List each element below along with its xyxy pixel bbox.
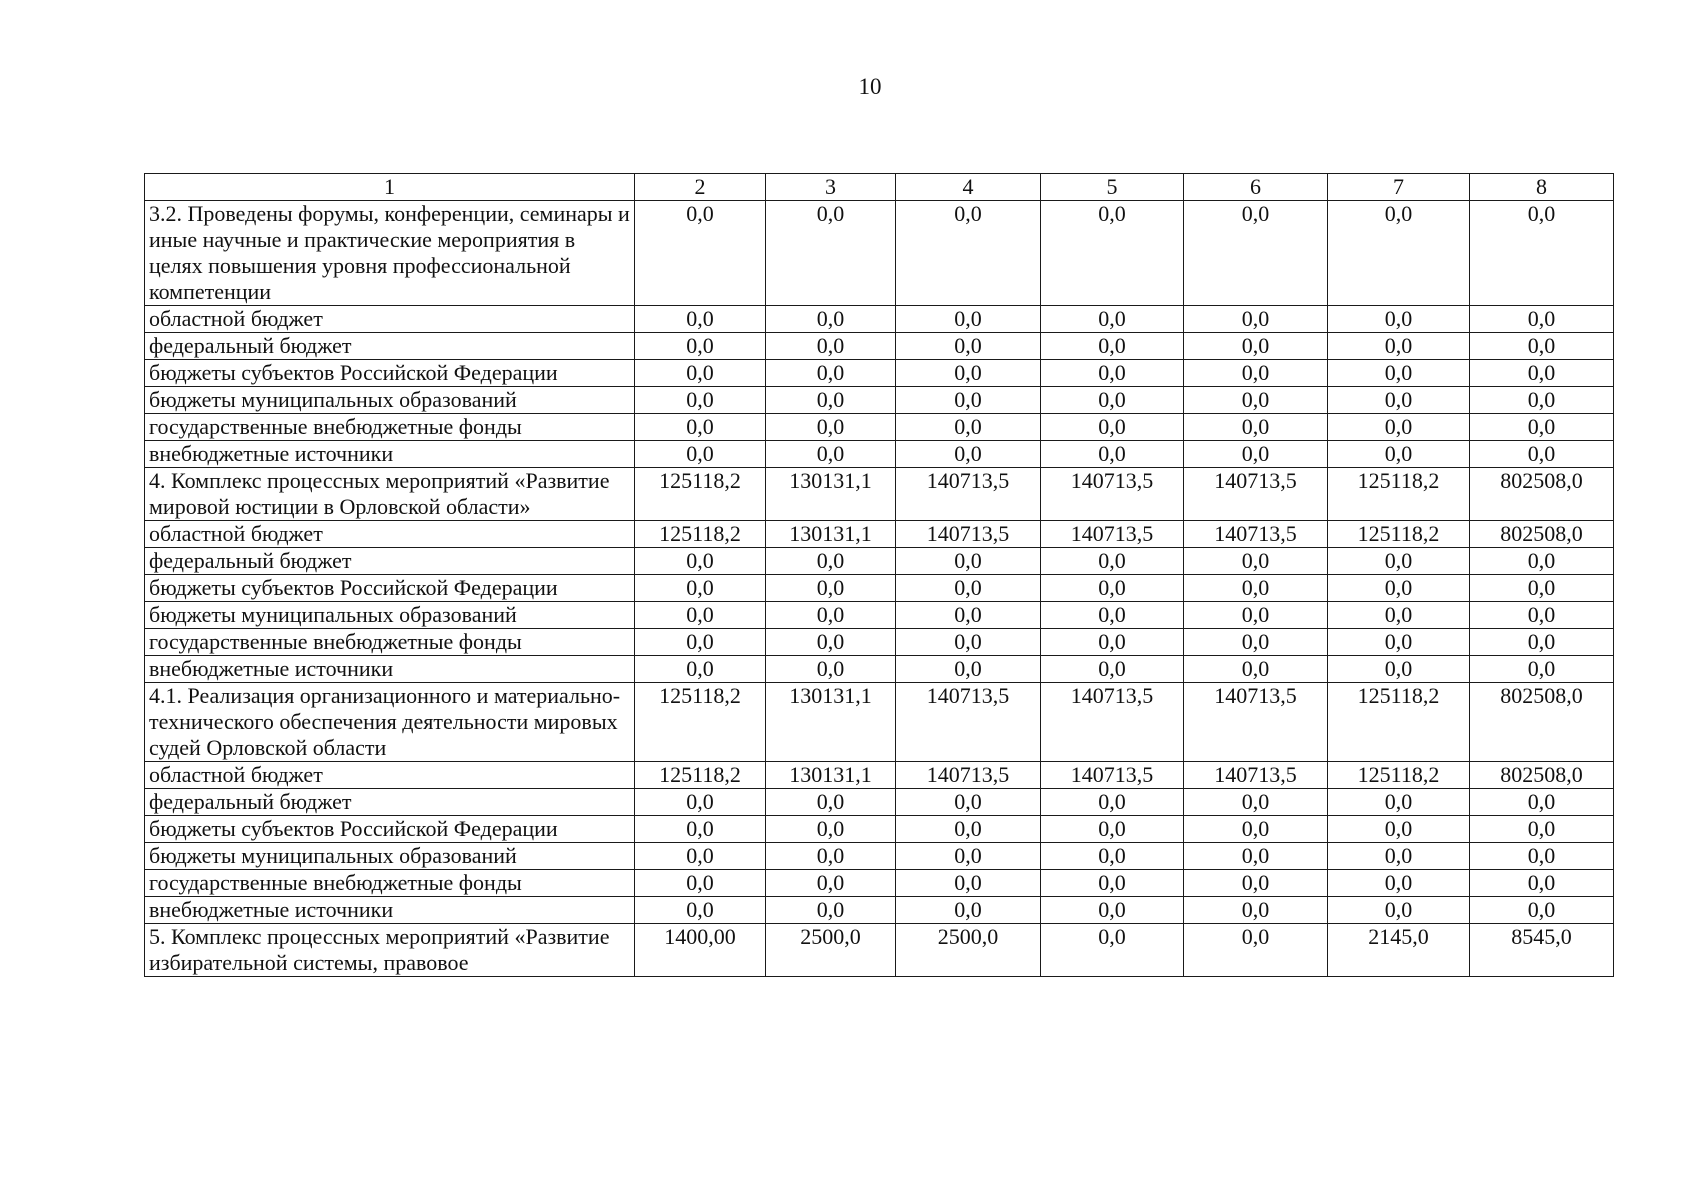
cell-value: 140713,5 <box>1041 468 1184 521</box>
cell-value: 0,0 <box>766 602 896 629</box>
cell-value: 0,0 <box>635 870 766 897</box>
cell-value: 125118,2 <box>635 521 766 548</box>
cell-value: 0,0 <box>766 548 896 575</box>
cell-value: 0,0 <box>1184 201 1328 306</box>
cell-value: 802508,0 <box>1470 468 1614 521</box>
cell-value: 0,0 <box>1328 441 1470 468</box>
cell-value: 0,0 <box>1041 414 1184 441</box>
cell-value: 0,0 <box>766 333 896 360</box>
cell-value: 0,0 <box>1470 333 1614 360</box>
cell-value: 0,0 <box>1041 575 1184 602</box>
cell-value: 0,0 <box>896 441 1041 468</box>
cell-value: 0,0 <box>766 414 896 441</box>
cell-value: 0,0 <box>1184 843 1328 870</box>
cell-value: 0,0 <box>766 306 896 333</box>
cell-value: 0,0 <box>1184 870 1328 897</box>
cell-value: 125118,2 <box>635 762 766 789</box>
cell-value: 0,0 <box>896 843 1041 870</box>
cell-value: 0,0 <box>1041 816 1184 843</box>
cell-value: 0,0 <box>1470 360 1614 387</box>
cell-value: 0,0 <box>1470 548 1614 575</box>
cell-value: 0,0 <box>766 843 896 870</box>
budget-table <box>144 173 1614 977</box>
cell-value: 2500,0 <box>766 924 896 977</box>
table-row <box>145 468 1614 521</box>
cell-value: 0,0 <box>1041 843 1184 870</box>
cell-value: 0,0 <box>1184 414 1328 441</box>
cell-value: 0,0 <box>635 441 766 468</box>
row-label: областной бюджет <box>145 762 635 789</box>
cell-value: 0,0 <box>635 843 766 870</box>
column-header: 3 <box>766 174 896 201</box>
table-row <box>145 575 1614 602</box>
row-label: областной бюджет <box>145 306 635 333</box>
cell-value: 0,0 <box>1328 360 1470 387</box>
column-header: 7 <box>1328 174 1470 201</box>
row-label: федеральный бюджет <box>145 333 635 360</box>
cell-value: 0,0 <box>1328 548 1470 575</box>
cell-value: 0,0 <box>766 870 896 897</box>
cell-value: 0,0 <box>1328 414 1470 441</box>
cell-value: 0,0 <box>1470 306 1614 333</box>
cell-value: 0,0 <box>1470 870 1614 897</box>
cell-value: 0,0 <box>1184 575 1328 602</box>
cell-value: 140713,5 <box>1184 683 1328 762</box>
cell-value: 0,0 <box>1041 870 1184 897</box>
cell-value: 0,0 <box>1328 789 1470 816</box>
cell-value: 130131,1 <box>766 468 896 521</box>
cell-value: 125118,2 <box>635 683 766 762</box>
table-row <box>145 924 1614 977</box>
cell-value: 130131,1 <box>766 521 896 548</box>
cell-value: 0,0 <box>1041 306 1184 333</box>
cell-value: 0,0 <box>635 816 766 843</box>
row-label: внебюджетные источники <box>145 897 635 924</box>
cell-value: 0,0 <box>635 201 766 306</box>
cell-value: 0,0 <box>635 575 766 602</box>
row-label: федеральный бюджет <box>145 789 635 816</box>
cell-value: 802508,0 <box>1470 683 1614 762</box>
cell-value: 0,0 <box>1184 897 1328 924</box>
cell-value: 0,0 <box>1041 897 1184 924</box>
cell-value: 0,0 <box>635 360 766 387</box>
cell-value: 0,0 <box>635 656 766 683</box>
cell-value: 0,0 <box>766 897 896 924</box>
cell-value: 0,0 <box>766 575 896 602</box>
cell-value: 0,0 <box>896 333 1041 360</box>
cell-value: 0,0 <box>1470 656 1614 683</box>
row-label: бюджеты муниципальных образований <box>145 602 635 629</box>
table-row <box>145 360 1614 387</box>
cell-value: 0,0 <box>635 306 766 333</box>
table-row <box>145 414 1614 441</box>
cell-value: 0,0 <box>1328 843 1470 870</box>
row-label: 5. Комплекс процессных мероприятий «Развитие избирательной системы, правовое <box>145 924 635 977</box>
cell-value: 0,0 <box>1184 333 1328 360</box>
row-label: бюджеты муниципальных образований <box>145 843 635 870</box>
cell-value: 140713,5 <box>1184 762 1328 789</box>
column-header: 1 <box>145 174 635 201</box>
table-row <box>145 602 1614 629</box>
cell-value: 0,0 <box>1470 843 1614 870</box>
cell-value: 140713,5 <box>1184 468 1328 521</box>
cell-value: 0,0 <box>1041 548 1184 575</box>
cell-value: 0,0 <box>896 201 1041 306</box>
table-row <box>145 789 1614 816</box>
cell-value: 0,0 <box>1328 656 1470 683</box>
cell-value: 0,0 <box>1184 816 1328 843</box>
cell-value: 0,0 <box>1184 387 1328 414</box>
cell-value: 140713,5 <box>1184 521 1328 548</box>
cell-value: 0,0 <box>1328 816 1470 843</box>
cell-value: 0,0 <box>896 306 1041 333</box>
table-row <box>145 816 1614 843</box>
cell-value: 0,0 <box>896 414 1041 441</box>
cell-value: 0,0 <box>896 629 1041 656</box>
row-label: государственные внебюджетные фонды <box>145 870 635 897</box>
cell-value: 125118,2 <box>1328 762 1470 789</box>
cell-value: 0,0 <box>635 333 766 360</box>
cell-value: 0,0 <box>635 387 766 414</box>
cell-value: 0,0 <box>1328 897 1470 924</box>
column-header: 2 <box>635 174 766 201</box>
cell-value: 0,0 <box>1041 360 1184 387</box>
table-row <box>145 521 1614 548</box>
cell-value: 0,0 <box>1470 441 1614 468</box>
cell-value: 0,0 <box>1184 656 1328 683</box>
row-label: федеральный бюджет <box>145 548 635 575</box>
cell-value: 0,0 <box>896 870 1041 897</box>
cell-value: 0,0 <box>1041 789 1184 816</box>
cell-value: 0,0 <box>896 789 1041 816</box>
row-label: внебюджетные источники <box>145 441 635 468</box>
cell-value: 0,0 <box>1184 360 1328 387</box>
cell-value: 0,0 <box>1041 441 1184 468</box>
cell-value: 0,0 <box>766 441 896 468</box>
table-row <box>145 656 1614 683</box>
row-label: 4. Комплекс процессных мероприятий «Развитие мировой юстиции в Орловской области» <box>145 468 635 521</box>
row-label: областной бюджет <box>145 521 635 548</box>
cell-value: 0,0 <box>1184 548 1328 575</box>
cell-value: 0,0 <box>1328 387 1470 414</box>
row-label: внебюджетные источники <box>145 656 635 683</box>
cell-value: 0,0 <box>1041 629 1184 656</box>
header-row <box>145 174 1614 201</box>
cell-value: 0,0 <box>1328 333 1470 360</box>
cell-value: 0,0 <box>1470 897 1614 924</box>
cell-value: 125118,2 <box>1328 521 1470 548</box>
table-row <box>145 683 1614 762</box>
cell-value: 0,0 <box>1470 602 1614 629</box>
cell-value: 0,0 <box>1184 441 1328 468</box>
cell-value: 2145,0 <box>1328 924 1470 977</box>
cell-value: 140713,5 <box>1041 762 1184 789</box>
cell-value: 0,0 <box>1328 602 1470 629</box>
cell-value: 0,0 <box>1328 575 1470 602</box>
row-label: бюджеты субъектов Российской Федерации <box>145 816 635 843</box>
cell-value: 0,0 <box>1328 201 1470 306</box>
cell-value: 0,0 <box>896 575 1041 602</box>
page-number: 10 <box>858 74 882 99</box>
table-row <box>145 441 1614 468</box>
cell-value: 125118,2 <box>635 468 766 521</box>
cell-value: 802508,0 <box>1470 521 1614 548</box>
cell-value: 8545,0 <box>1470 924 1614 977</box>
cell-value: 130131,1 <box>766 683 896 762</box>
cell-value: 0,0 <box>1041 333 1184 360</box>
cell-value: 0,0 <box>1184 629 1328 656</box>
cell-value: 0,0 <box>766 201 896 306</box>
cell-value: 0,0 <box>896 387 1041 414</box>
cell-value: 140713,5 <box>896 683 1041 762</box>
table-row <box>145 843 1614 870</box>
cell-value: 0,0 <box>635 897 766 924</box>
cell-value: 0,0 <box>1184 924 1328 977</box>
cell-value: 140713,5 <box>896 521 1041 548</box>
table-row <box>145 629 1614 656</box>
cell-value: 0,0 <box>1041 924 1184 977</box>
table-row <box>145 333 1614 360</box>
cell-value: 125118,2 <box>1328 468 1470 521</box>
cell-value: 0,0 <box>766 629 896 656</box>
column-header: 8 <box>1470 174 1614 201</box>
cell-value: 0,0 <box>766 656 896 683</box>
row-label: бюджеты субъектов Российской Федерации <box>145 575 635 602</box>
cell-value: 0,0 <box>1328 306 1470 333</box>
cell-value: 0,0 <box>1184 789 1328 816</box>
cell-value: 2500,0 <box>896 924 1041 977</box>
table-row <box>145 762 1614 789</box>
cell-value: 0,0 <box>1184 602 1328 629</box>
cell-value: 0,0 <box>896 548 1041 575</box>
table-row <box>145 897 1614 924</box>
column-header: 5 <box>1041 174 1184 201</box>
cell-value: 125118,2 <box>1328 683 1470 762</box>
cell-value: 0,0 <box>896 897 1041 924</box>
table-row <box>145 870 1614 897</box>
cell-value: 0,0 <box>1470 575 1614 602</box>
table-row <box>145 201 1614 306</box>
cell-value: 0,0 <box>896 816 1041 843</box>
cell-value: 0,0 <box>1470 201 1614 306</box>
cell-value: 0,0 <box>1470 629 1614 656</box>
cell-value: 0,0 <box>1328 870 1470 897</box>
row-label: государственные внебюджетные фонды <box>145 629 635 656</box>
cell-value: 0,0 <box>635 602 766 629</box>
cell-value: 0,0 <box>1184 306 1328 333</box>
row-label: 4.1. Реализация организационного и материально-технического обеспечения деятельности мировых судей Орловской области <box>145 683 635 762</box>
cell-value: 140713,5 <box>896 762 1041 789</box>
cell-value: 1400,00 <box>635 924 766 977</box>
table-row <box>145 387 1614 414</box>
cell-value: 130131,1 <box>766 762 896 789</box>
cell-value: 140713,5 <box>1041 521 1184 548</box>
cell-value: 0,0 <box>1470 789 1614 816</box>
column-header: 6 <box>1184 174 1328 201</box>
cell-value: 0,0 <box>896 360 1041 387</box>
column-header: 4 <box>896 174 1041 201</box>
cell-value: 0,0 <box>635 414 766 441</box>
row-label: 3.2. Проведены форумы, конференции, семинары и иные научные и практические мероприятия в целях повышения уровня профессиональной компетенции <box>145 201 635 306</box>
cell-value: 140713,5 <box>1041 683 1184 762</box>
cell-value: 0,0 <box>1041 656 1184 683</box>
cell-value: 0,0 <box>1041 201 1184 306</box>
cell-value: 0,0 <box>1470 387 1614 414</box>
cell-value: 0,0 <box>1041 602 1184 629</box>
row-label: бюджеты муниципальных образований <box>145 387 635 414</box>
cell-value: 0,0 <box>635 629 766 656</box>
cell-value: 0,0 <box>1470 816 1614 843</box>
table-row <box>145 306 1614 333</box>
cell-value: 0,0 <box>635 548 766 575</box>
cell-value: 0,0 <box>1328 629 1470 656</box>
cell-value: 0,0 <box>635 789 766 816</box>
cell-value: 0,0 <box>896 656 1041 683</box>
table-row <box>145 548 1614 575</box>
cell-value: 0,0 <box>766 387 896 414</box>
cell-value: 802508,0 <box>1470 762 1614 789</box>
cell-value: 0,0 <box>766 360 896 387</box>
cell-value: 140713,5 <box>896 468 1041 521</box>
row-label: государственные внебюджетные фонды <box>145 414 635 441</box>
cell-value: 0,0 <box>766 789 896 816</box>
cell-value: 0,0 <box>896 602 1041 629</box>
cell-value: 0,0 <box>1041 387 1184 414</box>
cell-value: 0,0 <box>766 816 896 843</box>
row-label: бюджеты субъектов Российской Федерации <box>145 360 635 387</box>
cell-value: 0,0 <box>1470 414 1614 441</box>
